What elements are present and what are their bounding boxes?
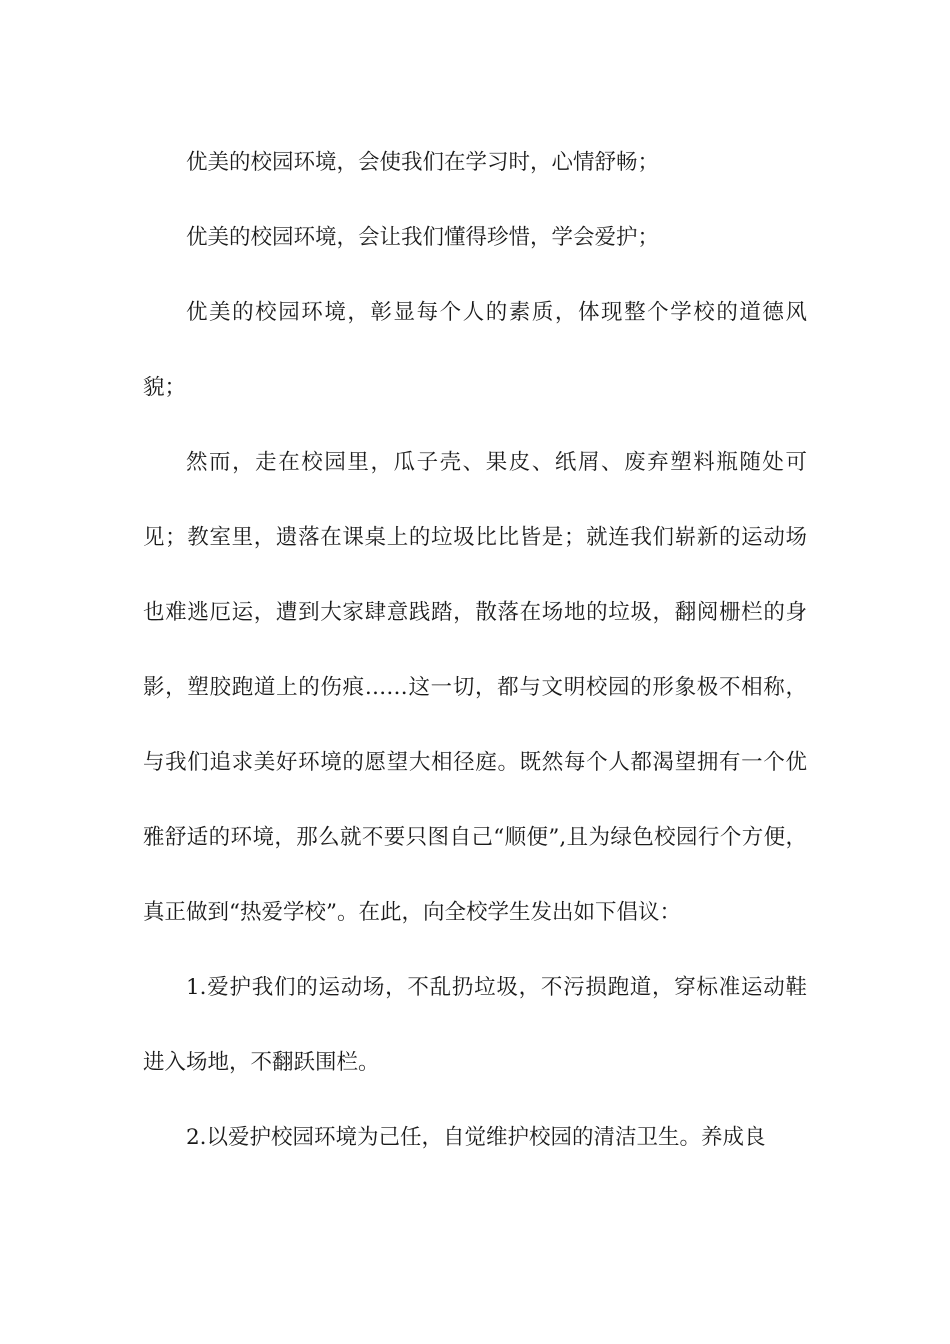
paragraph-5: 1.爱护我们的运动场，不乱扔垃圾，不污损跑道，穿标准运动鞋进入场地，不翻跃围栏。 [143, 975, 807, 1075]
paragraph-4: 然而，走在校园里，瓜子壳、果皮、纸屑、废弃塑料瓶随处可见；教室里，遗落在课桌上的垃圾比比皆是；就连我们崭新的运动场也难逃厄运，遭到大家肆意践踏，散落在场地的垃圾，翻阅栅栏的身影，塑胶跑道上的伤痕……这一切，都与文明校园的形象极不相称，与我们追求美好环境的愿望大相径庭。既然每个人都渴望拥有一个优雅舒适的环境，那么就不要只图自己“顺便”,且为绿色校园行个方便，真正做到“热爱学校”。在此，向全校学生发出如下倡议： [143, 450, 807, 925]
paragraph-1: 优美的校园环境，会使我们在学习时，心情舒畅； [186, 150, 660, 175]
document-body [143, 125, 807, 1175]
paragraph-3: 优美的校园环境，彰显每个人的素质，体现整个学校的道德风貌； [143, 300, 807, 400]
paragraph-6: 2.以爱护校园环境为己任，自觉维护校园的清洁卫生。养成良 [186, 1125, 766, 1150]
paragraph-2: 优美的校园环境，会让我们懂得珍惜，学会爱护； [186, 225, 660, 250]
